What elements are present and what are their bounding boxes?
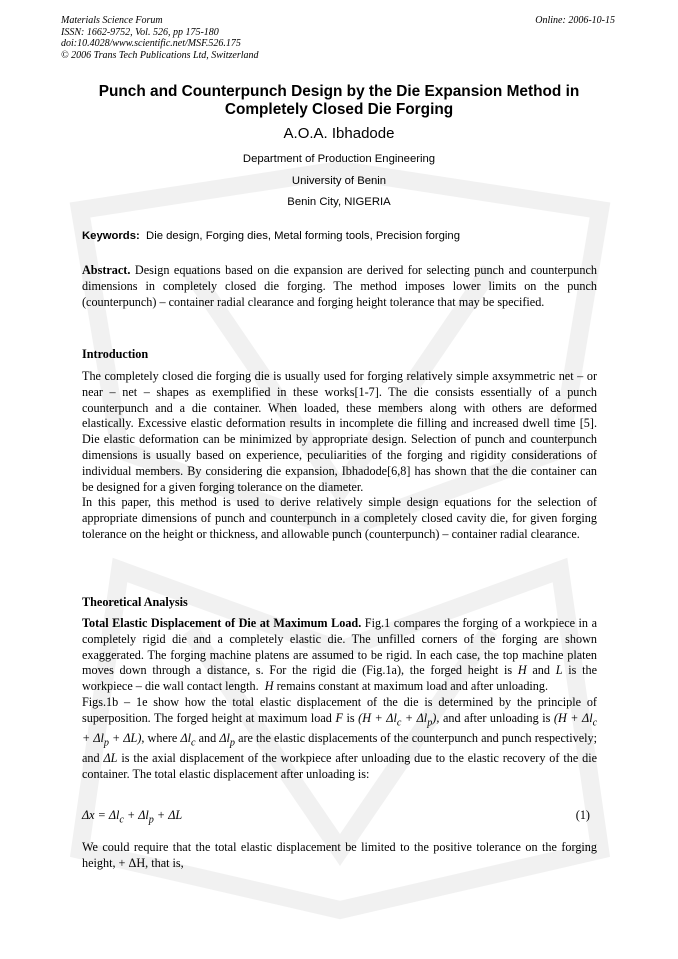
copyright-line: © 2006 Trans Tech Publications Ltd, Switzerland [61,49,259,61]
journal-header [61,15,259,61]
doi-line: doi:10.4028/www.scientific.net/MSF.526.175 [61,38,241,49]
introduction-paragraph-1: The completely closed die forging die is usually used for forging relatively simple axsymmetric net – or near – net – shapes as exemplified in these works[1-7]. The die consists essentially of a punch counterpunch and a die container. When loaded, these members along with others are deformed elastically. Excessive elastic deformation results in incomplete die filling and increased dwell time [5]. Die elastic deformation can be minimized by appropriate design. Selection of punch and counterpunch dimensions is usually based on experience, peculiarities of the forging and rigidity considerations of individual members. By considering die expansion, Ibhadode[6,8] has shown that the die container can be designed for a given forging tolerance on the diameter. [82,369,597,494]
abstract-text: Design equations based on die expansion are derived for selecting punch and counterpunch dimensions in completely closed die forging. The method imposes lower limits on the punch (counterpunch) – container radial clearance and forging height tolerance that may be specified. [82,263,598,309]
equation-1: $\Delta x = \Delta l_c + \Delta l_p + \Delta L$ (1) [82,808,590,826]
theory-paragraph-3: We could require that the total elastic displacement be limited to the positive tolerance on the forging height, + ΔH, that is, [82,840,597,870]
affiliation-city: Benin City, NIGERIA [287,196,391,208]
journal-name: Materials Science Forum [61,15,163,26]
title-line-1: Punch and Counterpunch Design by the Die Expansion Method in [98,83,580,100]
affiliation-department: Department of Production Engineering [242,153,436,165]
equation-number: (1) [575,808,590,822]
online-date: Online: 2006-10-15 [535,15,615,26]
theory-paragraph-1: Total Elastic Displacement of Die at Maximum Load. Fig.1 compares the forging of a workpiece in a completely rigid die and a completely elastic die. The unfilled corners of the forging are shown exaggerated. The forging machine platens are assumed to be rigid. In each case, the top machine platen moves down through a distance, s. For the rigid die (Fig.1a), the forged height is H and L is the workpiece – die wall contact length. H remains constant at maximum load and after unloading. [82,616,598,694]
introduction-body [82,369,597,543]
abstract [82,263,597,310]
displacement-subheading: Total Elastic Displacement of Die at Maximum Load. [82,616,362,630]
theory-paragraph-2: Figs.1b – 1e show how the total elastic displacement of the die is determined by the principle of superposition. The forged height at maximum load F is $(H + \Delta l_c + \Delta l_p)$, and after unloading is $(H + \Delta l_c + \Delta l_p + \Delta L)$, where $\Delta l_c$ and $\Delta l_p$ are the elastic displacements of the counterpunch and punch respectively; and ΔL is the axial displacement of the workpiece after unloading due to the elastic recovery of the die container. The total elastic displacement after unloading is: [82,694,598,782]
author-name: A.O.A. Ibhadode [283,125,395,142]
introduction-heading: Introduction [82,347,149,361]
affiliation-university: University of Benin [291,175,387,187]
keywords [82,229,602,243]
title-line-2: Completely Closed Die Forging [224,101,454,118]
theory-heading: Theoretical Analysis [82,595,188,609]
issn-line: ISSN: 1662-9752, Vol. 526, pp 175-180 [61,26,219,38]
keywords-text: Die design, Forging dies, Metal forming tools, Precision forging [146,230,460,242]
keywords-label: Keywords: [82,230,140,242]
paper-title [80,83,598,119]
theory-body [82,616,597,783]
abstract-label: Abstract. [82,263,131,277]
introduction-paragraph-2: In this paper, this method is used to derive relatively simple design equations for the selection of appropriate dimensions of punch and counterpunch in a completely closed cavity die, for given forging tolerance on the height or thickness, and allowable punch (counterpunch) – container radial clearance. [82,495,597,541]
